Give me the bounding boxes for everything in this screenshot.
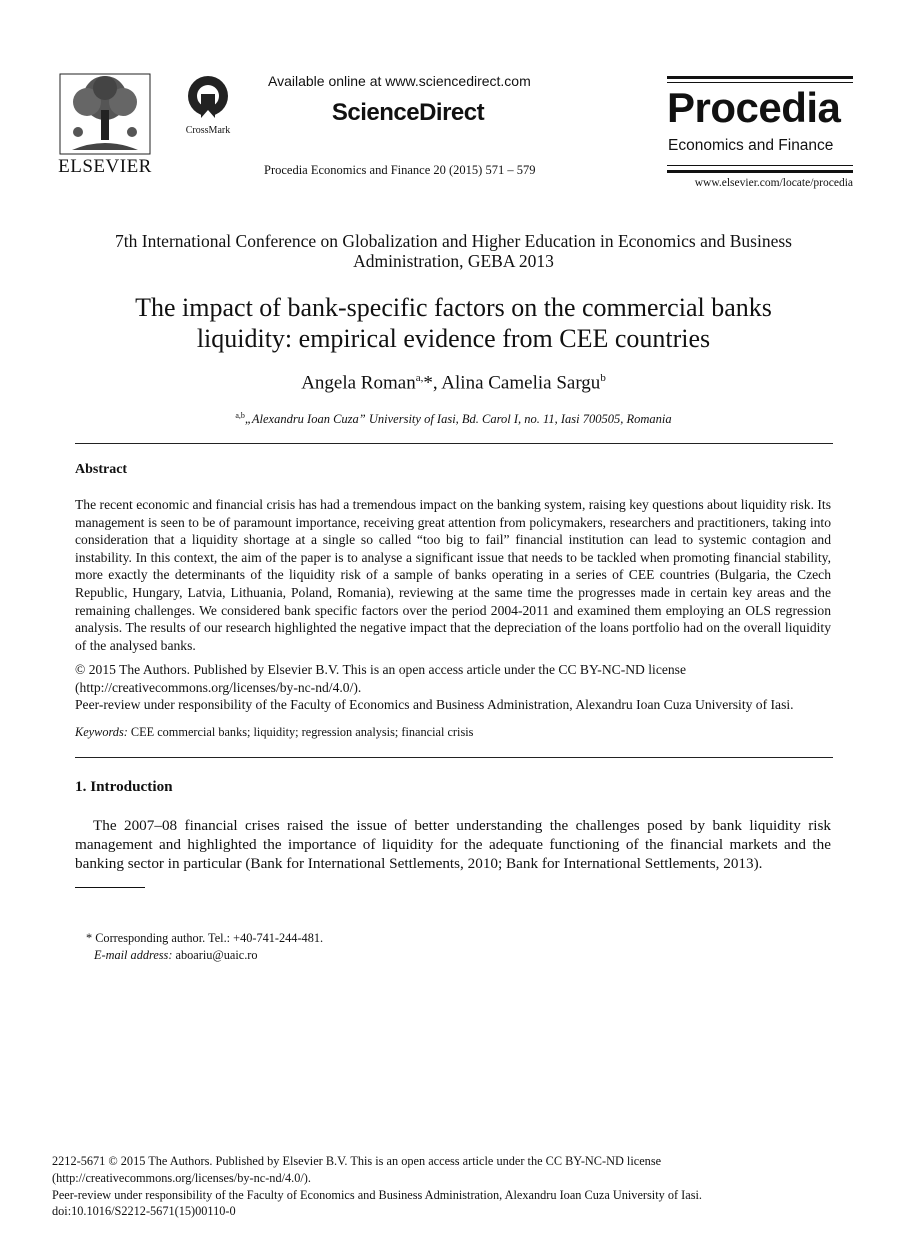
author-affiliation-mark: a, [415,372,424,384]
conference-name: 7th International Conference on Globalization and Higher Education in Economics and Business Administration, GEBA 2013 [115,231,792,271]
footer-license-link[interactable]: (http://creativecommons.org/licenses/by-nc-nd/4.0/). [52,1170,311,1185]
crossmark-icon [186,74,230,118]
elsevier-tree-emblem [52,72,158,156]
keywords-list: CEE commercial banks; liquidity; regression analysis; financial crisis [127,725,474,739]
abstract-heading: Abstract [75,462,128,477]
page-footer [52,1153,852,1220]
affiliation [70,411,837,427]
top-rule [667,76,853,79]
doi[interactable]: doi:10.1016/S2212-5671(15)00110-0 [52,1204,236,1219]
divider [75,757,833,758]
footnote [86,930,686,963]
corresponding-author: * Corresponding author. Tel.: +40-741-244-481. [86,931,324,945]
bottom-rule [667,170,853,173]
publisher-name: ELSEVIER [58,156,152,177]
crossmark-badge[interactable] [176,74,240,134]
paper-title [70,292,837,354]
title-line-2: liquidity: empirical evidence from CEE countries [196,324,711,353]
sciencedirect-wordmark: ScienceDirect [331,99,485,126]
license-line: © 2015 The Authors. Published by Elsevier B.V. This is an open access article under the CC BY-NC-ND license [75,662,687,677]
corresponding-mark: * [423,372,433,394]
title-line-1: The impact of bank-specific factors on the commercial banks [135,293,772,322]
keywords-label: Keywords: [75,725,128,739]
keywords [75,725,831,740]
author-affiliation-mark: b [600,372,606,384]
license-statement [75,661,831,714]
section-heading: 1. Introduction [75,778,173,795]
affiliation-mark: a,b [235,411,245,420]
author-separator: , [432,372,442,394]
journal-url[interactable]: www.elsevier.com/locate/procedia [694,177,853,189]
available-online-text: Available online at www.sciencedirect.com [268,73,531,89]
journal-subtitle: Economics and Finance [668,137,834,154]
divider [75,443,833,444]
email-label: E-mail address: [94,947,173,962]
affiliation-text: „Alexandru Ioan Cuza” University of Iasi, Bd. Carol I, no. 11, Iasi 700505, Romania [244,412,672,427]
license-link[interactable]: (http://creativecommons.org/licenses/by-nc-nd/4.0/). [75,679,362,695]
author-name: Angela Roman [301,372,416,394]
email-line [86,947,686,964]
peer-review-statement: Peer-review under responsibility of the Faculty of Economics and Business Administration, Alexandru Ioan Cuza University of Iasi. [75,697,794,713]
journal-reference: Procedia Economics and Finance 20 (2015) 571 – 579 [264,163,536,177]
bottom-rule-thin [667,165,853,166]
top-rule-thin [667,82,853,83]
author-list [70,372,837,394]
footnote-rule [75,887,145,888]
introduction-paragraph: The 2007–08 financial crises raised the issue of better understanding the challenges posed by bank liquidity risk management and highlighted the importance of liquidity for the adequate functioning of the financial markets and the banking sector in particular (Bank for International Settlements, 2010; Bank for International Settlements, 2013). [75,817,831,872]
author-name: Alina Camelia Sargu [441,372,601,394]
procedia-journal-logo [667,76,853,192]
footer-peer-review: Peer-review under responsibility of the Faculty of Economics and Business Administration, Alexandru Ioan Cuza University of Iasi. [52,1187,702,1202]
footer-copyright: 2212-5671 © 2015 The Authors. Published by Elsevier B.V. This is an open access article under the CC BY-NC-ND license [52,1154,662,1168]
crossmark-label: CrossMark [185,125,231,136]
journal-brand: Procedia [667,84,841,131]
abstract-text: The recent economic and financial crisis has had a tremendous impact on the banking system, raising key questions about liquidity risk. Its management is seen to be of paramount importance, receiving great attention from policymakers, researchers and practitioners, taking into consideration that a liquidity shortage at a single so called “too big to fail” financial institution can lead to systemic contagion and instability. In this context, the aim of the paper is to analyse a significant issue that needs to be tackled when promoting financial stability, more exactly the determinants of the liquidity risk of a sample of banks operating in a series of CEE countries (Bulgaria, the Czech Republic, Hungary, Latvia, Lithuania, Poland, Romania), reviewing at the same time the progresses made in certain key areas and the remaining challenges. We considered bank specific factors over the period 2004-2011 and examined them employing an OLS regression analysis. The results of our research highlighted the negative impact that the depreciation of the loans portfolio had on the overall liquidity of the analysed banks. [75,497,831,653]
elsevier-logo [52,72,158,176]
email-address[interactable]: aboariu@uaic.ro [172,947,258,962]
